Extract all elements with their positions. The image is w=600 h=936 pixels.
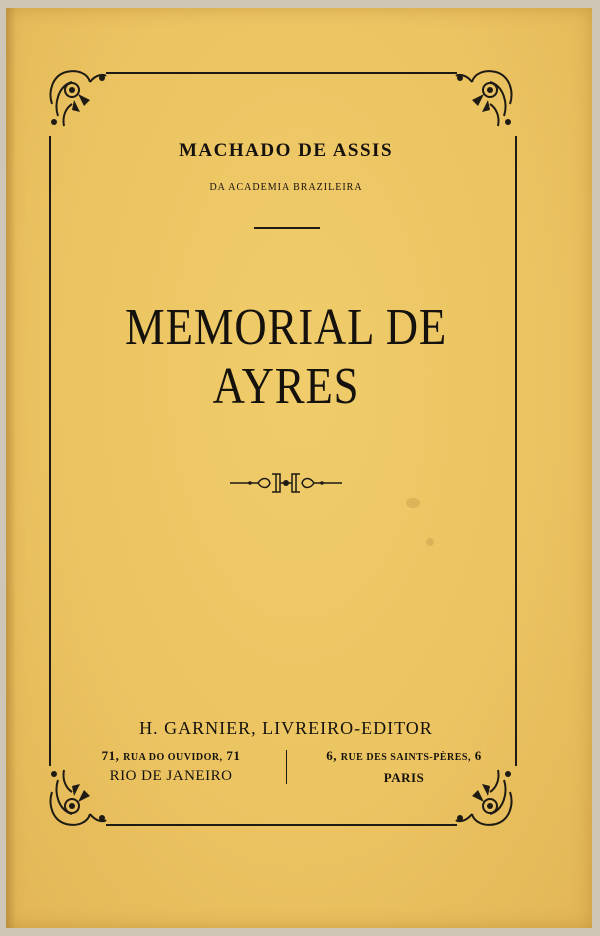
author-affiliation: DA ACADEMIA BRAZILEIRA: [209, 182, 363, 193]
corner-ornament-icon: [452, 64, 518, 130]
frame-border-right: [515, 136, 517, 766]
frame-border-top: [106, 72, 457, 74]
address-rio-street-line: [66, 748, 276, 764]
address-rio-city: RIO DE JANEIRO: [109, 768, 233, 784]
corner-ornament-icon: [44, 64, 110, 130]
author-name: MACHADO DE ASSIS: [178, 140, 394, 161]
address-rio-number-start: 71,: [101, 748, 120, 763]
address-rio-street: RUA DO OUVIDOR,: [123, 752, 223, 763]
address-paris: [298, 748, 510, 786]
address-paris-number-end: 6: [474, 748, 482, 763]
frame-border-left: [49, 136, 51, 766]
foxing-spot: [406, 498, 420, 508]
foxing-spot: [426, 538, 434, 546]
address-rio: [66, 748, 276, 785]
book-title: MEMORIAL DE AYRES: [124, 299, 448, 415]
publisher-name: H. GARNIER, LIVREIRO-EDITOR: [139, 718, 433, 738]
spine-shadow: [6, 8, 16, 928]
address-paris-city: PARIS: [383, 770, 425, 785]
address-paris-street: RUE DES SAINTS-PÈRES,: [340, 752, 471, 763]
divider-rule: [254, 227, 320, 229]
address-paris-street-line: [298, 748, 510, 764]
address-separator: [286, 750, 287, 784]
book-cover: [6, 8, 592, 928]
frame-border-bottom: [106, 824, 457, 826]
address-paris-number-start: 6,: [326, 748, 337, 763]
address-rio-number-end: 71: [226, 748, 241, 763]
fleuron-ornament-icon: [228, 468, 344, 498]
